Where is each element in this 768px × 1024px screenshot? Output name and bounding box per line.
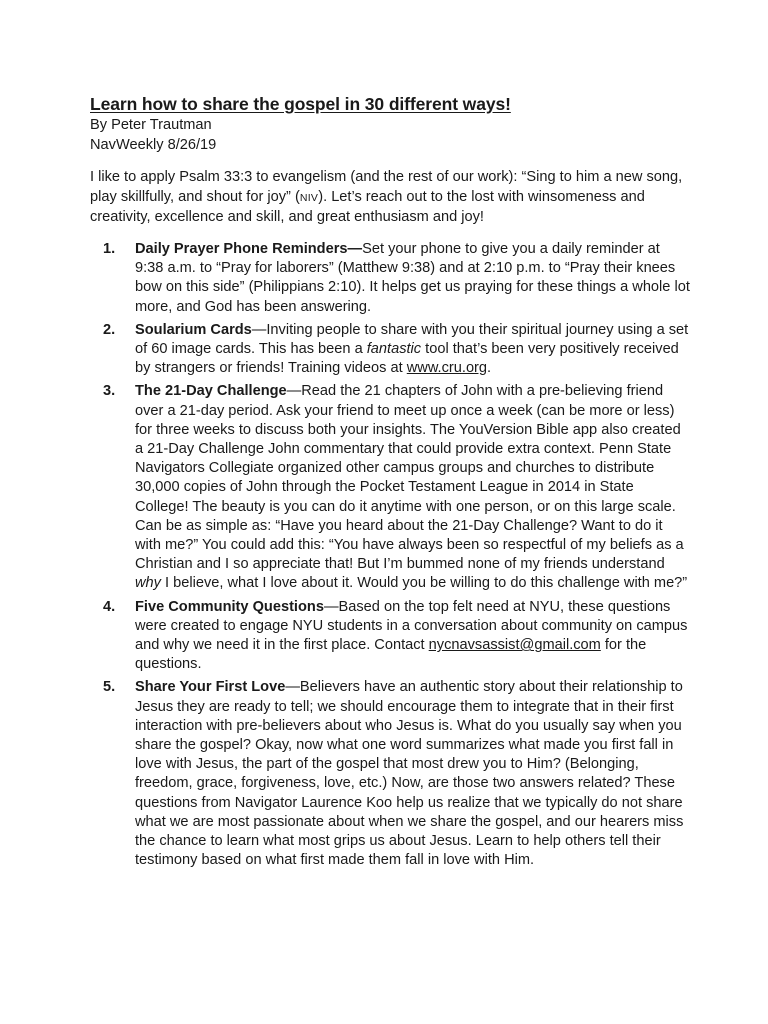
item-separator: —	[323, 598, 339, 615]
publication-source: NavWeekly 8/26/19	[90, 137, 217, 153]
list-item-21-day-challenge	[90, 382, 690, 593]
intro-text-after: ). Let’s reach out to the lost with winsomeness and creativity, excellence and skill, and great enthusiasm and joy!	[90, 188, 645, 225]
list-item-first-love	[90, 678, 690, 870]
cru-link[interactable]: www.cru.org	[406, 360, 488, 377]
item-separator: —	[285, 679, 300, 696]
item-title: Share Your First Love	[135, 679, 286, 696]
item-title: Five Community Questions	[135, 598, 324, 615]
ideas-list	[90, 240, 690, 875]
author-byline: By Peter Trautman	[90, 117, 212, 133]
item-text: Believers have an authentic story about their relationship to Jesus they are ready to tell; we should encourage them to integrate that in their first interaction with pre-believers about who Jesus is. What do you usually say when you share the gospel? Okay, now what one word summarizes what made you first fall in love with Jesus, the part of the gospel that most drew you to Him? (Belonging, freedom, grace, forgiveness, love, etc.) Now, are those two answers related? These questions from Navigator Laurence Koo help us realize that we typically do not share what we are most passionate about when we share the gospel, and our hearers miss the chance to learn what most grips us about Jesus. Learn to help others tell their testimony based on what first made them fall in love with Him.	[135, 679, 684, 869]
item-separator: —	[286, 383, 302, 400]
item-number: 5.	[103, 679, 116, 696]
intro-paragraph	[90, 168, 690, 228]
list-item-prayer-reminders	[90, 240, 690, 317]
item-text-after: I believe, what I love about it. Would you be willing to do this challenge with me?”	[160, 575, 688, 592]
item-number: 1.	[103, 241, 116, 257]
item-emphasis: fantastic	[366, 341, 422, 358]
article-title: Learn how to share the gospel in 30 different ways!	[90, 94, 511, 114]
item-text-before: Read the 21 chapters of John with a pre-believing friend over a 21-day period. Ask your friend to meet up once a week (can be more or less) for three weeks to discuss both your insights. The YouVersion Bible app also created a 21-Day Challenge John commentary that could provide extra context. Penn State Navigators Collegiate organized other campus groups and churches to distribute 30,000 copies of John through the Pocket Testament League in 2014 in State College! The beauty is you can do it anytime with one person, or on this large scale. Can be as simple as: “Have you heard about the 21-Day Challenge? Want to do it with me?” You could add this: “You have always been so respectful of my beliefs as a Christian and I so appreciate that! But I’m bummed none of my friends understand	[135, 383, 684, 573]
article-header	[90, 93, 690, 155]
item-title: Soularium Cards	[135, 321, 252, 338]
item-text-before: Based on the top felt need at NYU, these questions were created to engage NYU students in a conversation about community on campus and why we need it in the first place. Contact	[135, 598, 688, 654]
item-text-after: for the questions.	[135, 637, 647, 673]
item-text-middle: tool that’s been very positively received by strangers or friends! Training videos at	[135, 341, 679, 377]
item-title: Daily Prayer Phone Reminders	[135, 241, 348, 257]
intro-text-before: I like to apply Psalm 33:3 to evangelism (and the rest of our work): “Sing to him a new song, play skillfully, and shout for joy” (	[90, 169, 683, 205]
item-text-after: .	[487, 360, 492, 377]
item-title: The 21-Day Challenge	[135, 383, 287, 400]
bible-version: NIV	[299, 191, 319, 204]
item-text: Set your phone to give you a daily reminder at 9:38 a.m. to “Pray for laborers” (Matthew 9:38) and at 2:10 p.m. to “Pray their knees bow on this side” (Philippians 2:10). It helps get us praying for these things a whole lot more, and God has been answering.	[135, 241, 690, 315]
list-item-soularium-cards	[90, 321, 690, 379]
email-link[interactable]: nycnavsassist@gmail.com	[428, 637, 601, 654]
item-emphasis: why	[135, 575, 161, 592]
item-number: 2.	[103, 321, 116, 338]
list-item-community-questions	[90, 598, 690, 675]
item-text-before: Inviting people to share with you their spiritual journey using a set of 60 image cards. This has been a	[135, 321, 689, 358]
item-separator: —	[251, 321, 267, 338]
item-number: 3.	[103, 383, 116, 400]
item-separator: —	[347, 241, 363, 257]
item-number: 4.	[103, 598, 116, 615]
